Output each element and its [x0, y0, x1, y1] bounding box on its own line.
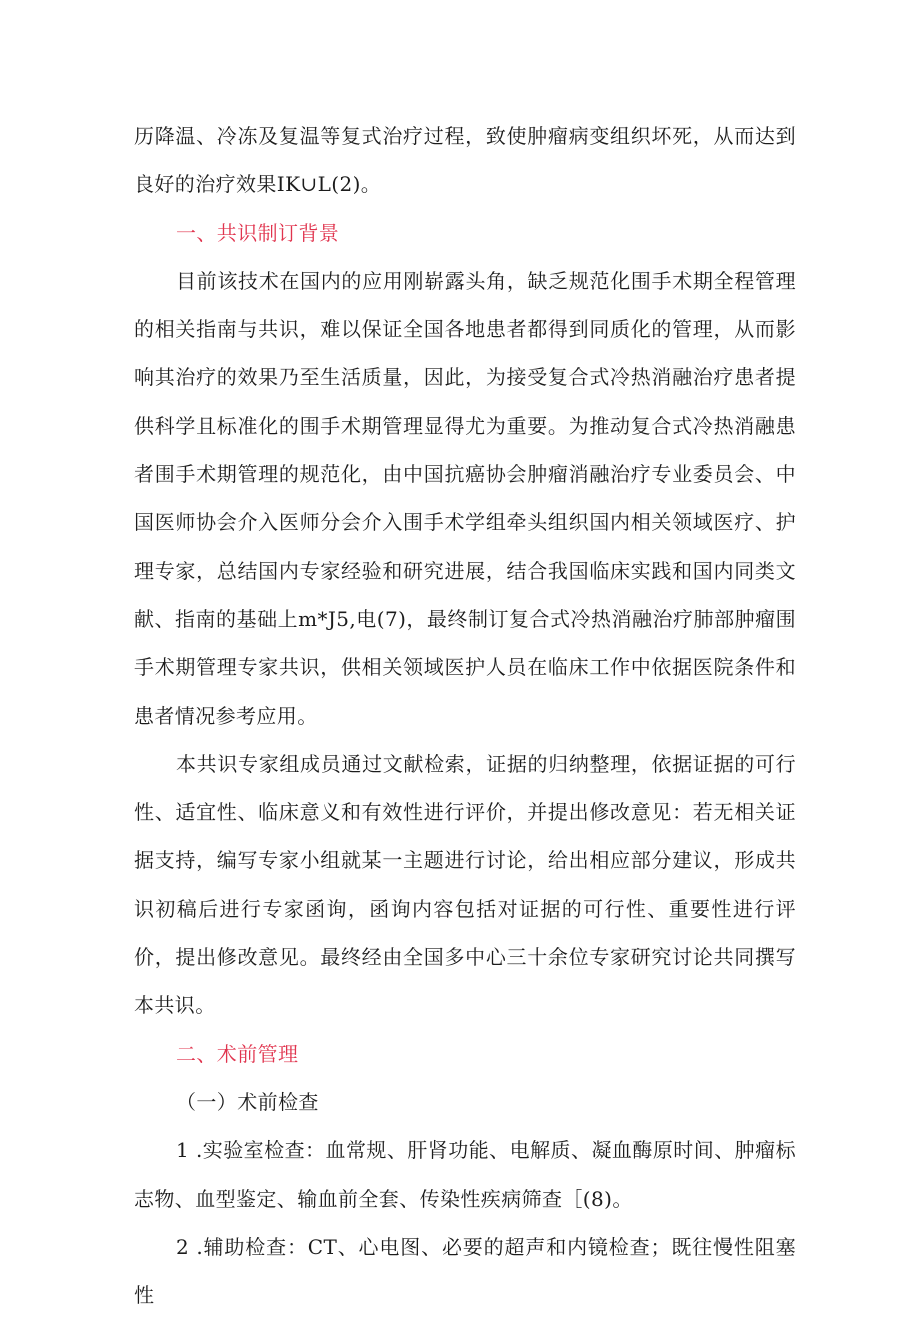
document-body	[134, 112, 796, 1319]
paragraph-methodology: 本共识专家组成员通过文献检索，证据的归纳整理，依据证据的可行性、适宜性、临床意义和有效性进行评价，并提出修改意见：若无相关证据支持，编写专家小组就某一主题进行讨论，给出相应部分建议，形成共识初稿后进行专家函询，函询内容包括对证据的可行性、重要性进行评价，提出修改意见。最终经由全国多中心三十余位专家研究讨论共同撰写本共识。	[134, 751, 796, 1018]
section-heading-preoperative: 二、术前管理	[176, 1041, 299, 1066]
paragraph-cryoablation-intro: 历降温、冷冻及复温等复式治疗过程，致使肿瘤病变组织坏死，从而达到良好的治疗效果IΚ∪L(2)。	[134, 124, 796, 197]
subsection-heading-preoperative-exam: （一）术前检查	[176, 1089, 319, 1114]
section-heading-background: 一、共识制订背景	[176, 220, 340, 245]
paragraph-background: 目前该技术在国内的应用刚崭露头角，缺乏规范化围手术期全程管理的相关指南与共识，难以保证全国各地患者都得到同质化的管理，从而影响其治疗的效果乃至生活质量，因此，为接受复合式冷热消融治疗患者提供科学且标准化的围手术期管理显得尤为重要。为推动复合式冷热消融患者围手术期管理的规范化，由中国抗癌协会肿瘤消融治疗专业委员会、中国医师协会介入医师分会介入围手术学组牵头组织国内相关领域医疗、护理专家，总结国内专家经验和研究进展，结合我国临床实践和国内同类文献、指南的基础上m*J5,电(7)，最终制订复合式冷热消融治疗肺部肿瘤围手术期管理专家共识，供相关领域医护人员在临床工作中依据医院条件和患者情况参考应用。	[134, 268, 796, 728]
list-item-lab-tests: 1 .实验室检查：血常规、肝肾功能、电解质、凝血酶原时间、肿瘤标志物、血型鉴定、输血前全套、传染性疾病筛查［(8)。	[134, 1138, 796, 1211]
list-item-auxiliary-exams: 2 .辅助检查：CT、心电图、必要的超声和内镜检查；既往慢性阻塞性	[134, 1234, 796, 1308]
